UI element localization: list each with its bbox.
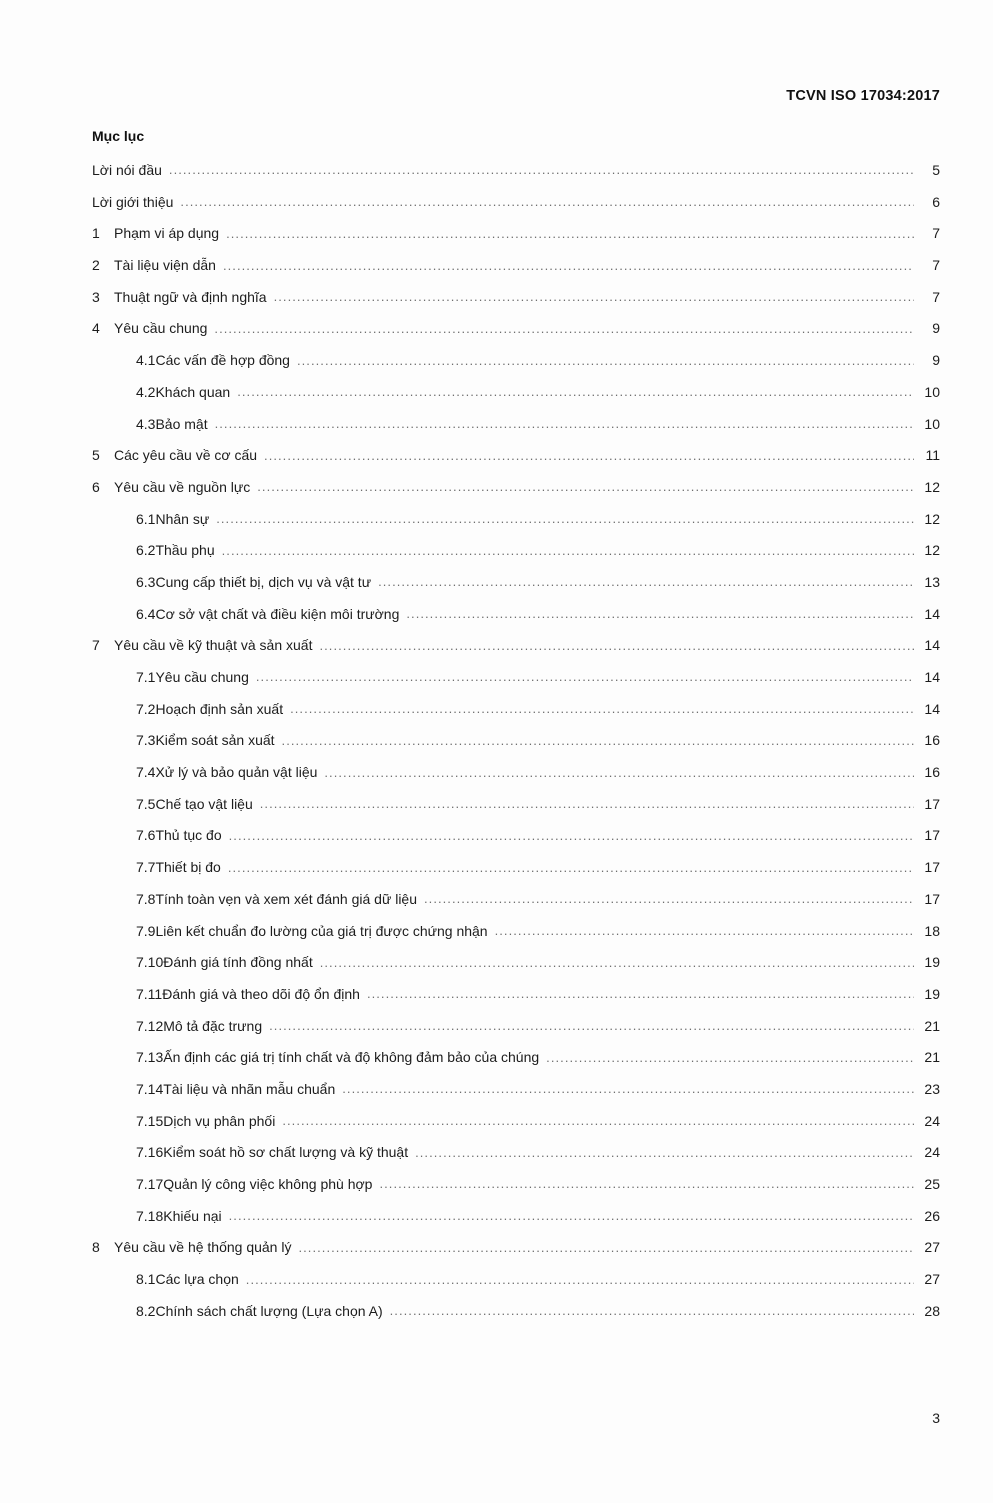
toc-entry-number: 4.2 (136, 383, 156, 400)
toc-entry-leader-dots (319, 641, 914, 655)
toc-entry-page: 19 (924, 985, 940, 1002)
toc-entry[interactable] (88, 637, 940, 655)
toc-entry-number: 7.15 (136, 1112, 164, 1129)
toc-entry-number: 7.9 (136, 922, 156, 939)
toc-entry[interactable] (88, 1144, 940, 1162)
toc-entry[interactable] (88, 542, 940, 560)
toc-entry[interactable] (88, 701, 940, 719)
toc-entry-leader-dots (415, 1148, 914, 1162)
toc-entry-label: Ấn định các giá trị tính chất và độ không đảm bảo của chúng (163, 1049, 540, 1066)
page-content (88, 88, 940, 1426)
toc-entry[interactable] (88, 923, 940, 941)
page-number: 3 (932, 1410, 940, 1426)
toc-entry-page: 6 (932, 193, 940, 210)
toc-entry-page: 16 (924, 732, 940, 749)
toc-entry-leader-dots (180, 197, 914, 211)
toc-entry-label: Tính toàn vẹn và xem xét đánh giá dữ liệu (155, 890, 417, 907)
toc-entry-page: 12 (924, 478, 940, 495)
toc-entry-label: Cung cấp thiết bị, dịch vụ và vật tư (155, 573, 372, 590)
toc-entry-number: 7.10 (136, 954, 164, 971)
toc-entry-leader-dots (290, 704, 914, 718)
toc-entry-number: 7.2 (136, 700, 156, 717)
toc-entry-label: Yêu cầu về kỹ thuật và sản xuất (114, 637, 313, 654)
toc-entry-page: 7 (932, 288, 940, 305)
toc-entry[interactable] (88, 447, 940, 465)
toc-entry-page: 12 (924, 510, 940, 527)
toc-entry-leader-dots (298, 1243, 914, 1257)
toc-entry[interactable] (88, 1049, 940, 1067)
toc-entry-number: 7.17 (136, 1176, 164, 1192)
toc-entry[interactable] (88, 479, 940, 497)
toc-entry-label: Dịch vụ phân phối (163, 1112, 276, 1129)
toc-entry-page: 7 (932, 257, 940, 274)
toc-entry-leader-dots (367, 989, 914, 1003)
toc-entry[interactable] (88, 1239, 940, 1257)
toc-entry-label: Thuật ngữ và định nghĩa (114, 288, 267, 305)
toc-entry-page: 16 (924, 764, 940, 781)
toc-entry-page: 27 (924, 1239, 940, 1256)
toc-entry-leader-dots (214, 324, 914, 338)
toc-entry-page: 14 (924, 605, 940, 622)
toc-entry-label: Các yêu cầu về cơ cấu (114, 447, 258, 464)
toc-entry-leader-dots (495, 926, 914, 940)
toc-entry-number: 7.13 (136, 1049, 164, 1066)
toc-entry[interactable] (88, 257, 940, 275)
toc-entry-leader-dots (274, 292, 914, 306)
toc-entry-label: Cơ sở vật chất và điều kiện môi trường (155, 605, 400, 622)
toc-entry-leader-dots (282, 736, 914, 750)
toc-entry-label: Chính sách chất lượng (Lựa chọn A) (155, 1302, 383, 1319)
toc-entry-leader-dots (246, 1275, 914, 1289)
toc-entry[interactable] (88, 859, 940, 877)
toc-entry-page: 7 (932, 225, 940, 242)
toc-entry-number: 6.1 (136, 510, 156, 527)
toc-entry-label: Đánh giá tính đồng nhất (163, 954, 313, 971)
toc-entry[interactable] (88, 796, 940, 814)
toc-entry[interactable] (88, 416, 940, 434)
toc-entry[interactable] (88, 954, 940, 972)
toc-entry-page: 24 (924, 1144, 940, 1161)
toc-entry[interactable] (88, 1176, 940, 1194)
toc-entry-leader-dots (215, 419, 914, 433)
toc-entry-page: 12 (924, 542, 940, 559)
toc-entry-number: 7.18 (136, 1207, 164, 1224)
toc-entry-label: Yêu cầu về nguồn lực (114, 478, 251, 495)
toc-entry-leader-dots (226, 229, 914, 243)
toc-entry-label: Yêu cầu chung (114, 320, 208, 337)
toc-entry-number: 7.11 (136, 985, 163, 1002)
toc-entry-label: Xử lý và bảo quản vật liệu (155, 764, 318, 781)
toc-entry-page: 19 (924, 954, 940, 971)
toc-entry-page: 26 (924, 1207, 940, 1224)
toc-entry-page: 27 (924, 1271, 940, 1288)
toc-entry-number: 3 (92, 288, 100, 305)
toc-entry-label: Lời giới thiệu (92, 193, 174, 210)
toc-entry-label: Hoạch định sản xuất (155, 700, 284, 717)
toc-entry-label: Tài liệu viện dẫn (114, 257, 216, 274)
toc-entry-leader-dots (390, 1306, 914, 1320)
toc-entry-page: 23 (924, 1080, 940, 1097)
toc-entry-number: 7.14 (136, 1080, 164, 1097)
toc-entry-number: 6.4 (136, 605, 156, 622)
toc-entry[interactable] (88, 1081, 940, 1099)
toc-entry-label: Nhân sự (155, 510, 210, 527)
toc-entry-number: 4.3 (136, 415, 156, 432)
document-standard-code: TCVN ISO 17034:2017 (786, 88, 940, 104)
toc-entry-page: 9 (932, 352, 940, 369)
toc-entry-label: Lời nói đầu (92, 162, 162, 178)
toc-entry-number: 7.8 (136, 890, 156, 907)
toc-entry-page: 17 (924, 890, 940, 907)
table-of-contents (88, 162, 940, 1320)
toc-entry-number: 8.2 (136, 1302, 156, 1319)
toc-entry-leader-dots (406, 609, 914, 623)
toc-entry-number: 7.4 (136, 764, 156, 781)
toc-entry-page: 10 (924, 383, 940, 400)
toc-entry-leader-dots (320, 958, 914, 972)
toc-entry-leader-dots (297, 356, 914, 370)
toc-entry-leader-dots (342, 1084, 914, 1098)
toc-entry[interactable] (88, 1271, 940, 1289)
page-title: Mục lục (92, 128, 145, 144)
toc-entry-number: 7.5 (136, 795, 156, 812)
toc-entry-number: 7 (92, 637, 100, 654)
toc-entry-leader-dots (228, 863, 914, 877)
toc-entry-label: Tài liệu và nhãn mẫu chuẩn (163, 1080, 336, 1097)
toc-entry[interactable] (88, 511, 940, 529)
toc-entry[interactable] (88, 320, 940, 338)
toc-entry-label: Chế tạo vật liệu (155, 795, 253, 812)
toc-entry[interactable] (88, 986, 940, 1004)
toc-entry-leader-dots (256, 673, 914, 687)
toc-entry-number: 8.1 (136, 1271, 156, 1288)
toc-entry[interactable] (88, 827, 940, 845)
toc-entry[interactable] (88, 606, 940, 624)
toc-entry-leader-dots (169, 166, 914, 180)
toc-entry-number: 1 (92, 225, 100, 242)
toc-entry-label: Các lựa chọn (155, 1271, 239, 1288)
toc-entry-page: 10 (924, 415, 940, 432)
toc-entry-number: 7.16 (136, 1144, 164, 1161)
toc-entry-number: 4 (92, 320, 100, 337)
toc-entry-label: Kiểm soát sản xuất (155, 732, 275, 749)
toc-entry-number: 7.1 (136, 669, 156, 685)
toc-entry-page: 14 (924, 700, 940, 717)
toc-entry-number: 7.3 (136, 732, 156, 749)
toc-entry[interactable] (88, 194, 940, 212)
toc-entry-leader-dots (222, 546, 914, 560)
toc-entry[interactable] (88, 1113, 940, 1131)
toc-entry-leader-dots (229, 1211, 914, 1225)
toc-entry-label: Thầu phụ (155, 542, 215, 559)
toc-entry-label: Khách quan (155, 383, 231, 400)
toc-entry-page: 28 (924, 1302, 940, 1319)
toc-entry-leader-dots (216, 514, 914, 528)
toc-entry-label: Yêu cầu về hệ thống quản lý (114, 1239, 292, 1256)
toc-entry[interactable] (88, 574, 940, 592)
toc-entry-leader-dots (378, 577, 914, 591)
toc-entry-number: 6.3 (136, 573, 156, 590)
toc-entry-leader-dots (257, 482, 914, 496)
toc-entry-label: Liên kết chuẩn đo lường của giá trị được chứng nhận (155, 922, 488, 939)
toc-entry-number: 8 (92, 1239, 100, 1256)
toc-entry-number: 7.12 (136, 1017, 164, 1034)
toc-entry-leader-dots (424, 894, 914, 908)
toc-entry[interactable] (88, 891, 940, 909)
toc-entry-leader-dots (546, 1053, 914, 1067)
toc-entry-label: Kiểm soát hồ sơ chất lượng và kỹ thuật (163, 1144, 409, 1161)
toc-entry-number: 4.1 (136, 352, 156, 369)
toc-entry-page: 13 (924, 573, 940, 590)
toc-entry[interactable] (88, 669, 940, 687)
toc-entry[interactable] (88, 384, 940, 402)
toc-entry-page: 25 (924, 1176, 940, 1192)
toc-entry[interactable] (88, 225, 940, 243)
toc-entry-number: 6 (92, 478, 100, 495)
toc-entry-number: 2 (92, 257, 100, 274)
toc-entry-page: 21 (924, 1017, 940, 1034)
toc-entry-leader-dots (324, 768, 914, 782)
toc-entry-page: 17 (924, 859, 940, 876)
toc-entry-leader-dots (260, 799, 914, 813)
toc-entry-leader-dots (229, 831, 914, 845)
toc-entry-leader-dots (269, 1021, 914, 1035)
toc-entry-number: 7.7 (136, 859, 156, 876)
toc-entry[interactable] (88, 1018, 940, 1036)
toc-entry-label: Khiếu nại (163, 1207, 222, 1224)
toc-entry-page: 14 (924, 637, 940, 654)
toc-entry-page: 21 (924, 1049, 940, 1066)
toc-entry-page: 17 (924, 827, 940, 844)
toc-entry-label: Quản lý công việc không phù hợp (163, 1176, 373, 1192)
toc-entry[interactable] (88, 289, 940, 307)
toc-entry-page: 17 (924, 795, 940, 812)
toc-entry[interactable] (88, 764, 940, 782)
toc-entry[interactable] (88, 352, 940, 370)
toc-entry-label: Đánh giá và theo dõi độ ổn định (162, 985, 360, 1002)
toc-entry-page: 14 (924, 669, 940, 685)
toc-entry-label: Mô tả đặc trưng (163, 1017, 263, 1034)
toc-entry[interactable] (88, 162, 940, 180)
toc-entry-leader-dots (282, 1116, 914, 1130)
toc-entry-leader-dots (379, 1180, 914, 1194)
toc-entry-leader-dots (223, 261, 914, 275)
toc-entry-page: 11 (925, 447, 940, 464)
toc-entry-page: 18 (924, 922, 940, 939)
toc-entry-label: Bảo mật (155, 415, 208, 432)
toc-entry-label: Các vấn đề hợp đồng (155, 352, 290, 369)
toc-entry-label: Phạm vi áp dụng (114, 225, 220, 242)
toc-entry[interactable] (88, 732, 940, 750)
toc-entry[interactable] (88, 1208, 940, 1226)
toc-entry-page: 9 (932, 320, 940, 337)
toc-entry-leader-dots (237, 387, 914, 401)
toc-entry-label: Thủ tục đo (155, 827, 222, 844)
toc-entry-number: 7.6 (136, 827, 156, 844)
toc-entry-label: Yêu cầu chung (155, 669, 249, 685)
toc-entry-number: 5 (92, 447, 100, 464)
toc-entry-number: 6.2 (136, 542, 156, 559)
toc-entry-page: 5 (932, 162, 940, 178)
toc-entry[interactable] (88, 1303, 940, 1321)
toc-entry-page: 24 (924, 1112, 940, 1129)
toc-entry-leader-dots (264, 451, 914, 465)
toc-entry-label: Thiết bị đo (155, 859, 221, 876)
